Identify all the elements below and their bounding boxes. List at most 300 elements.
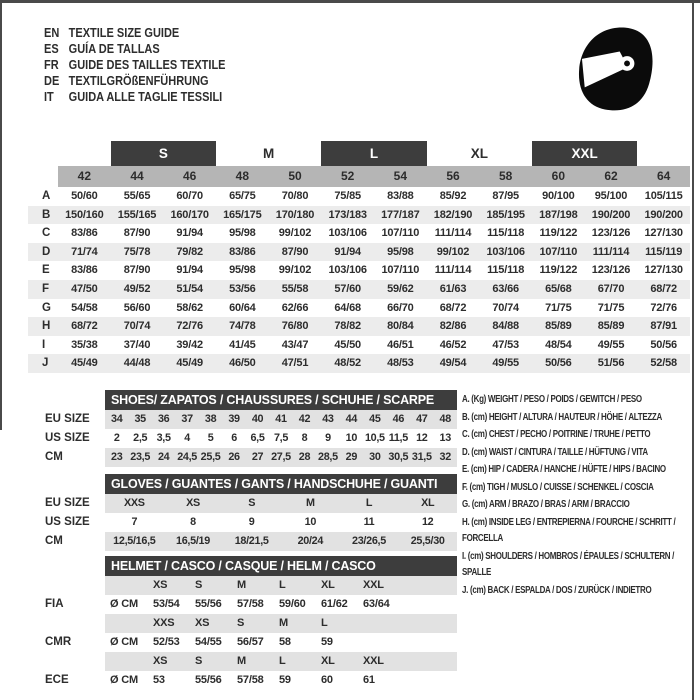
section-value: 20/24 bbox=[297, 535, 324, 547]
size-value: 50/56 bbox=[545, 357, 572, 370]
helmet-value: 60 bbox=[321, 674, 333, 686]
section-value: 29 bbox=[345, 451, 358, 463]
size-number-row bbox=[28, 166, 690, 187]
size-value: 45/49 bbox=[71, 357, 98, 370]
size-number: 56 bbox=[427, 166, 480, 187]
section-value: 30 bbox=[369, 451, 381, 463]
size-value: 49/54 bbox=[439, 357, 467, 370]
language-title: GUIDA ALLE TAGLIE TESSILI bbox=[68, 90, 223, 104]
size-value: 50/60 bbox=[71, 190, 98, 202]
size-value: 46/52 bbox=[439, 338, 467, 351]
size-value: 91/94 bbox=[176, 227, 203, 240]
size-value: 83/88 bbox=[387, 190, 414, 202]
size-table-row bbox=[28, 280, 690, 299]
size-value: 173/183 bbox=[328, 208, 367, 221]
size-value: 87/91 bbox=[650, 320, 677, 333]
language-code: FR bbox=[44, 58, 59, 72]
legend-item: D. (cm) WAIST / CINTURA / TAILLE / HÜFTUNG / VITA bbox=[462, 445, 648, 458]
size-value: 150/160 bbox=[65, 208, 104, 221]
size-value: 82/86 bbox=[439, 320, 467, 333]
section-values-bar bbox=[105, 513, 457, 532]
size-number: 50 bbox=[269, 166, 322, 187]
section-value: 48 bbox=[439, 413, 451, 425]
size-group-s: S bbox=[111, 141, 216, 166]
size-value: 48/54 bbox=[545, 338, 572, 351]
section-label-spacer bbox=[28, 556, 105, 576]
unit-spacer bbox=[105, 614, 153, 633]
size-value: 190/200 bbox=[644, 208, 683, 221]
section-value: 38 bbox=[204, 413, 217, 425]
size-value: 115/118 bbox=[487, 264, 525, 277]
helmet-size: L bbox=[279, 655, 286, 667]
language-item bbox=[44, 89, 226, 105]
section-value: 3,5 bbox=[156, 432, 171, 444]
section-label-spacer bbox=[28, 390, 105, 410]
size-table-row bbox=[28, 261, 690, 280]
section-label-spacer bbox=[28, 474, 105, 494]
helmet-size: M bbox=[237, 655, 246, 667]
size-group-m: M bbox=[263, 146, 275, 161]
size-value: 50/56 bbox=[650, 338, 677, 351]
size-value: 177/187 bbox=[381, 208, 420, 221]
size-number: 58 bbox=[479, 166, 532, 187]
section-value: 42 bbox=[298, 413, 311, 425]
size-value: 75/85 bbox=[334, 190, 361, 202]
size-value: 107/110 bbox=[381, 227, 420, 240]
row-key-label: I bbox=[42, 338, 46, 351]
helmet-size: XS bbox=[153, 655, 168, 667]
helmet-size: XS bbox=[153, 579, 168, 591]
helmet-size: XL bbox=[321, 579, 335, 591]
size-value: 185/195 bbox=[486, 208, 525, 221]
size-group-xl: XL bbox=[470, 146, 488, 161]
section-row-label: CM bbox=[45, 535, 63, 547]
size-group-row bbox=[28, 141, 690, 166]
language-code: DE bbox=[44, 74, 60, 88]
size-value: 95/100 bbox=[594, 190, 628, 202]
section-value: 11,5 bbox=[388, 432, 408, 444]
language-title: GUÍA DE TALLAS bbox=[68, 42, 160, 56]
size-value: 51/54 bbox=[176, 282, 203, 295]
section-value: 13 bbox=[439, 432, 451, 444]
standard-label: ECE bbox=[45, 674, 69, 686]
section-row bbox=[28, 494, 458, 513]
size-value: 49/52 bbox=[123, 282, 151, 295]
size-value: 155/165 bbox=[117, 208, 157, 221]
size-value: 47/53 bbox=[492, 338, 519, 351]
size-value: 46/50 bbox=[229, 357, 256, 370]
size-value: 115/119 bbox=[645, 245, 683, 258]
size-value: 49/55 bbox=[492, 357, 519, 370]
section-value: 27 bbox=[251, 451, 264, 463]
standard-label: FIA bbox=[45, 598, 64, 610]
section-value: 10 bbox=[345, 432, 358, 444]
helmet-value: 56/57 bbox=[237, 636, 264, 648]
size-value: 75/78 bbox=[123, 245, 151, 258]
size-table-row bbox=[28, 354, 690, 373]
size-value: 87/95 bbox=[492, 190, 519, 202]
size-value: 63/66 bbox=[492, 282, 519, 295]
page-border-right bbox=[692, 0, 694, 700]
gloves-size-table bbox=[28, 474, 458, 551]
language-title: TEXTILE SIZE GUIDE bbox=[68, 26, 180, 40]
section-value: 27,5 bbox=[271, 451, 291, 463]
helmet-sizes-bar bbox=[105, 652, 457, 671]
size-value: 72/76 bbox=[650, 301, 677, 314]
helmet-value: 59/60 bbox=[279, 598, 306, 610]
size-value: 127/130 bbox=[644, 227, 683, 240]
language-code: ES bbox=[44, 42, 59, 56]
size-value: 127/130 bbox=[644, 264, 683, 277]
section-value: 5 bbox=[207, 432, 214, 444]
section-value: 12 bbox=[421, 516, 434, 528]
helmet-size: S bbox=[195, 579, 203, 591]
legend-item: B. (cm) HEIGHT / ALTURA / HAUTEUR / HÖHE / ALTEZZA bbox=[462, 410, 662, 423]
section-value: 31,5 bbox=[411, 451, 432, 463]
helmet-value: 59 bbox=[321, 636, 333, 648]
size-value: 71/75 bbox=[597, 301, 625, 314]
section-value: 23,5 bbox=[130, 451, 151, 463]
section-value: 36 bbox=[157, 413, 170, 425]
helmet-value: 54/55 bbox=[195, 636, 222, 648]
size-table-row bbox=[28, 206, 690, 225]
section-value: 8 bbox=[301, 432, 308, 444]
size-value: 90/100 bbox=[542, 190, 575, 202]
section-label-spacer bbox=[28, 576, 105, 595]
section-value: 9 bbox=[325, 432, 331, 444]
helmet-values-bar bbox=[105, 671, 457, 690]
helmet-value: 55/56 bbox=[195, 674, 222, 686]
size-value: 66/70 bbox=[387, 301, 414, 314]
section-value: 12 bbox=[416, 432, 428, 444]
diameter-unit-label: Ø CM bbox=[110, 636, 138, 648]
section-value: 11 bbox=[363, 516, 375, 528]
size-table-body bbox=[28, 187, 690, 373]
size-value: 103/106 bbox=[328, 264, 367, 277]
size-number: 48 bbox=[216, 166, 269, 187]
size-value: 165/175 bbox=[223, 208, 262, 221]
size-value: 91/94 bbox=[176, 264, 203, 277]
helmet-values-row bbox=[28, 633, 458, 652]
section-title: GLOVES / GUANTES / GANTS / HANDSCHUHE / GUANTI bbox=[105, 474, 457, 494]
legend-item: G. (cm) ARM / BRAZO / BRAS / ARM / BRACCIO bbox=[462, 498, 630, 510]
size-value: 57/60 bbox=[334, 282, 361, 295]
size-value: 111/114 bbox=[434, 227, 472, 240]
section-title: SHOES/ ZAPATOS / CHAUSSURES / SCHUHE / SCARPE bbox=[105, 390, 457, 410]
section-value: 46 bbox=[392, 413, 405, 425]
helmet-value: 61/62 bbox=[321, 598, 348, 610]
language-title-list bbox=[44, 25, 250, 105]
helmet-size: XXL bbox=[363, 579, 384, 591]
section-row-label: EU SIZE bbox=[45, 413, 90, 425]
row-key-label: G bbox=[42, 301, 51, 314]
size-value: 48/52 bbox=[334, 357, 361, 370]
section-value: L bbox=[365, 497, 373, 509]
section-value: 25,5 bbox=[200, 451, 221, 463]
size-value: 65/75 bbox=[229, 190, 256, 202]
helmet-value: 53/54 bbox=[153, 598, 180, 610]
section-row bbox=[28, 532, 458, 551]
row-key-label: D bbox=[42, 245, 51, 258]
size-value: 78/82 bbox=[334, 320, 361, 333]
size-number: 44 bbox=[111, 166, 164, 187]
section-value: 47 bbox=[416, 413, 428, 425]
size-value: 107/110 bbox=[539, 245, 578, 258]
section-label-spacer bbox=[28, 614, 105, 633]
size-value: 84/88 bbox=[492, 320, 519, 333]
size-value: 105/115 bbox=[644, 190, 683, 202]
size-table-row bbox=[28, 243, 690, 262]
row-key-label: C bbox=[42, 227, 51, 240]
language-title: TEXTILGRÖßENFÜHRUNG bbox=[68, 74, 209, 88]
size-value: 70/74 bbox=[492, 301, 519, 314]
section-title-row bbox=[28, 556, 458, 576]
legend-item: E. (cm) HIP / CADERA / HANCHE / HÜFTE / HIPS / BACINO bbox=[462, 463, 666, 475]
size-group-l: L bbox=[321, 141, 426, 166]
section-value: XL bbox=[421, 497, 435, 509]
unit-spacer bbox=[105, 576, 153, 595]
language-item bbox=[44, 25, 226, 41]
size-value: 123/126 bbox=[591, 264, 631, 277]
size-value: 111/114 bbox=[434, 264, 472, 277]
helmet-sizes-row bbox=[28, 614, 458, 633]
helmet-sizes-row bbox=[28, 652, 458, 671]
section-value: 23 bbox=[111, 451, 123, 463]
size-value: 79/82 bbox=[176, 245, 203, 258]
size-value: 119/122 bbox=[539, 227, 578, 240]
size-value: 56/60 bbox=[123, 301, 151, 314]
language-item bbox=[44, 57, 226, 73]
helmet-value: 53 bbox=[153, 674, 165, 686]
row-key-label: H bbox=[42, 320, 51, 333]
section-value: 45 bbox=[369, 413, 381, 425]
size-value: 43/47 bbox=[281, 338, 309, 351]
size-value: 37/40 bbox=[123, 338, 151, 351]
shoes-size-table bbox=[28, 390, 458, 467]
size-number: 52 bbox=[321, 166, 374, 187]
size-value: 190/200 bbox=[591, 208, 631, 221]
language-title: GUIDE DES TAILLES TEXTILE bbox=[68, 58, 226, 72]
size-value: 35/38 bbox=[71, 338, 98, 351]
legend-item: F. (cm) TIGH / MUSLO / CUISSE / SCHENKEL / COSCIA bbox=[462, 480, 654, 493]
size-value: 85/89 bbox=[597, 320, 625, 333]
size-value: 60/64 bbox=[229, 301, 256, 314]
size-number: 60 bbox=[532, 166, 585, 187]
section-title-row bbox=[28, 390, 458, 410]
helmet-icon bbox=[570, 20, 662, 118]
section-value: 24 bbox=[157, 451, 170, 463]
size-value: 70/80 bbox=[281, 190, 309, 202]
size-value: 119/122 bbox=[539, 264, 578, 277]
page-border-top bbox=[0, 0, 700, 3]
size-number: 42 bbox=[58, 166, 111, 187]
section-value: 4 bbox=[184, 432, 190, 444]
helmet-sizes-bar bbox=[105, 614, 457, 633]
size-value: 55/58 bbox=[281, 282, 309, 295]
size-value: 72/76 bbox=[176, 320, 203, 333]
section-values-bar bbox=[105, 448, 457, 467]
legend-item: J. (cm) BACK / ESPALDA / DOS / ZURÜCK / INDIETRO bbox=[462, 583, 652, 596]
size-table-row bbox=[28, 299, 690, 318]
section-value: 7,5 bbox=[273, 432, 289, 444]
section-value: 7 bbox=[131, 516, 138, 528]
helmet-size: L bbox=[279, 579, 286, 591]
section-value: 2,5 bbox=[133, 432, 148, 444]
size-value: 76/80 bbox=[281, 320, 309, 333]
row-key-label: E bbox=[42, 264, 50, 277]
section-value: 30,5 bbox=[388, 451, 409, 463]
section-title: HELMET / CASCO / CASQUE / HELM / CASCO bbox=[105, 556, 457, 576]
section-value: 43 bbox=[322, 413, 334, 425]
size-value: 70/74 bbox=[123, 320, 151, 333]
section-value: XS bbox=[186, 497, 200, 509]
size-value: 83/86 bbox=[71, 264, 98, 277]
size-value: 59/62 bbox=[387, 282, 414, 295]
size-value: 52/58 bbox=[650, 357, 677, 370]
size-value: 55/65 bbox=[123, 190, 151, 202]
size-value: 68/72 bbox=[439, 301, 467, 314]
section-row bbox=[28, 410, 458, 429]
size-value: 39/42 bbox=[176, 338, 203, 351]
language-code: IT bbox=[44, 90, 54, 104]
size-value: 41/45 bbox=[229, 338, 256, 351]
helmet-value: 57/58 bbox=[237, 674, 264, 686]
section-values-bar bbox=[105, 429, 457, 448]
size-value: 99/102 bbox=[278, 227, 312, 240]
size-value: 99/102 bbox=[436, 245, 470, 258]
size-value: 45/49 bbox=[176, 357, 203, 370]
standard-label: CMR bbox=[45, 636, 72, 648]
helmet-size-table bbox=[28, 556, 458, 690]
helmet-size: M bbox=[279, 617, 288, 629]
size-value: 68/72 bbox=[650, 282, 677, 295]
helmet-size: S bbox=[237, 617, 245, 629]
helmet-size: L bbox=[321, 617, 328, 629]
section-value: 39 bbox=[228, 413, 240, 425]
helmet-sizes-row bbox=[28, 576, 458, 595]
size-value: 54/58 bbox=[71, 301, 98, 314]
section-row bbox=[28, 513, 458, 532]
size-value: 47/50 bbox=[71, 282, 98, 295]
section-value: 16,5/19 bbox=[176, 535, 210, 547]
section-title-row bbox=[28, 474, 458, 494]
helmet-values-bar bbox=[105, 633, 457, 652]
row-key-label: A bbox=[42, 190, 51, 202]
section-value: 40 bbox=[251, 413, 264, 425]
section-value: 6 bbox=[231, 432, 237, 444]
section-label-spacer bbox=[28, 652, 105, 671]
section-row bbox=[28, 448, 458, 467]
size-value: 64/68 bbox=[334, 301, 361, 314]
size-value: 85/89 bbox=[545, 320, 572, 333]
helmet-value: 55/56 bbox=[195, 598, 222, 610]
helmet-value: 52/53 bbox=[153, 636, 180, 648]
helmet-size: S bbox=[195, 655, 203, 667]
helmet-size: XS bbox=[195, 617, 210, 629]
helmet-values-row bbox=[28, 671, 458, 690]
legend-item: A. (Kg) WEIGHT / PESO / POIDS / GEWITCH / PESO bbox=[462, 393, 642, 405]
size-band-corner bbox=[28, 166, 58, 187]
section-value: 8 bbox=[190, 516, 196, 528]
size-group-xxl: XXL bbox=[532, 141, 637, 166]
helmet-size: M bbox=[237, 579, 246, 591]
section-row-label: US SIZE bbox=[45, 516, 90, 528]
section-value: 28,5 bbox=[318, 451, 338, 463]
section-value: 24,5 bbox=[177, 451, 198, 463]
section-value: 18/21,5 bbox=[234, 535, 269, 547]
size-value: 65/68 bbox=[545, 282, 572, 295]
size-value: 71/75 bbox=[545, 301, 572, 314]
helmet-sizes-bar bbox=[105, 576, 457, 595]
size-value: 85/92 bbox=[439, 190, 467, 202]
section-value: 28 bbox=[298, 451, 311, 463]
section-value: 23/26,5 bbox=[352, 535, 386, 547]
diameter-unit-label: Ø CM bbox=[110, 598, 138, 610]
size-value: 60/70 bbox=[176, 190, 203, 202]
measurement-legend bbox=[462, 391, 690, 599]
size-value: 58/62 bbox=[176, 301, 203, 314]
size-value: 61/63 bbox=[439, 282, 467, 295]
section-value: 37 bbox=[181, 413, 193, 425]
section-value: M bbox=[305, 497, 315, 509]
helmet-value: 61 bbox=[363, 674, 375, 686]
section-value: 32 bbox=[439, 451, 451, 463]
section-value: 41 bbox=[275, 413, 287, 425]
legend-item: H. (cm) INSIDE LEG / ENTREPIERNA / FOURCHE / SCHRITT / FORCELLA bbox=[462, 515, 676, 544]
size-value: 45/50 bbox=[334, 338, 361, 351]
helmet-values-bar bbox=[105, 595, 457, 614]
size-value: 187/198 bbox=[539, 208, 578, 221]
size-value: 87/90 bbox=[123, 264, 151, 277]
size-table-row bbox=[28, 317, 690, 336]
size-value: 170/180 bbox=[275, 208, 315, 221]
helmet-value: 57/58 bbox=[237, 598, 264, 610]
section-values-bar bbox=[105, 494, 457, 513]
size-value: 103/106 bbox=[328, 227, 367, 240]
section-value: 35 bbox=[134, 413, 146, 425]
size-value: 95/98 bbox=[387, 245, 414, 258]
language-item bbox=[44, 41, 226, 57]
unit-spacer bbox=[105, 652, 153, 671]
row-key-label: F bbox=[42, 282, 50, 295]
section-value: 44 bbox=[345, 413, 358, 425]
size-value: 46/51 bbox=[387, 338, 414, 351]
row-key-label: J bbox=[42, 357, 49, 370]
section-value: 9 bbox=[248, 516, 255, 528]
size-value: 53/56 bbox=[229, 282, 256, 295]
row-key-label: B bbox=[42, 208, 51, 221]
section-value: 10 bbox=[304, 516, 317, 528]
size-number: 46 bbox=[163, 166, 216, 187]
size-number: 64 bbox=[637, 166, 690, 187]
size-value: 74/78 bbox=[229, 320, 256, 333]
helmet-values-row bbox=[28, 595, 458, 614]
size-value: 67/70 bbox=[597, 282, 625, 295]
language-item bbox=[44, 73, 226, 89]
section-value: 34 bbox=[111, 413, 123, 425]
size-value: 87/90 bbox=[123, 227, 151, 240]
size-value: 115/118 bbox=[487, 227, 525, 240]
section-value: 10,5 bbox=[364, 432, 385, 444]
size-table-row bbox=[28, 224, 690, 243]
size-value: 91/94 bbox=[334, 245, 361, 258]
section-value: 12,5/16,5 bbox=[113, 535, 156, 547]
section-value: XXS bbox=[123, 497, 145, 509]
diameter-unit-label: Ø CM bbox=[110, 674, 138, 686]
size-value: 68/72 bbox=[71, 320, 98, 333]
helmet-value: 63/64 bbox=[363, 598, 390, 610]
section-value: 25,5/30 bbox=[410, 535, 445, 547]
